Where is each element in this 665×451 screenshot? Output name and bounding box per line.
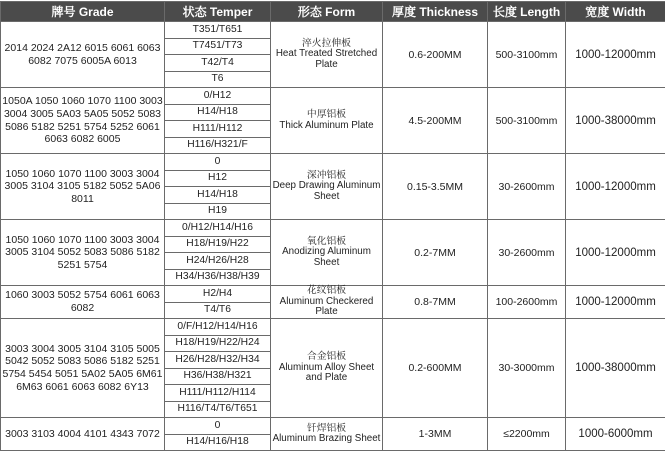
temper-cell: H14/H16/H18 xyxy=(165,434,271,451)
temper-cell: H2/H4 xyxy=(165,286,271,303)
temper-cell: 0/H12/H14/H16 xyxy=(165,220,271,237)
length-cell: 30-2600mm xyxy=(488,220,566,286)
temper-cell: T6 xyxy=(165,71,271,88)
form-cn: 氧化铝板 xyxy=(271,237,382,248)
form-en: Thick Aluminum Plate xyxy=(271,121,382,132)
form-cell xyxy=(271,22,383,88)
temper-cell: 0 xyxy=(165,418,271,435)
form-cell xyxy=(271,154,383,220)
temper-cell: H111/H112/H114 xyxy=(165,385,271,402)
grade-cell: 2014 2024 2A12 6015 6061 6063 6082 7075 6005A 6013 xyxy=(1,22,165,88)
form-cell xyxy=(271,88,383,154)
spec-table xyxy=(0,1,665,451)
temper-cell: H19 xyxy=(165,203,271,220)
temper-cell: H12 xyxy=(165,170,271,187)
grade-cell: 1050 1060 1070 1100 3003 3004 3005 3104 3105 5182 5052 5A06 8011 xyxy=(1,154,165,220)
thickness-cell: 1-3MM xyxy=(383,418,488,451)
grade-cell: 3003 3103 4004 4101 4343 7072 xyxy=(1,418,165,451)
temper-cell: T42/T4 xyxy=(165,55,271,72)
thickness-cell: 0.15-3.5MM xyxy=(383,154,488,220)
form-en: Deep Drawing Aluminum Sheet xyxy=(271,181,382,202)
form-cell xyxy=(271,286,383,319)
temper-cell: H34/H36/H38/H39 xyxy=(165,269,271,286)
header-row xyxy=(1,2,665,22)
form-cell xyxy=(271,220,383,286)
form-cn: 淬火拉伸板 xyxy=(271,39,382,50)
thickness-header: 厚度 Thickness xyxy=(383,2,488,22)
form-en: Anodizing Aluminum Sheet xyxy=(271,247,382,268)
length-cell: 500-3100mm xyxy=(488,22,566,88)
table-row xyxy=(1,319,665,336)
form-en: Aluminum Brazing Sheet xyxy=(271,434,382,445)
width-cell: 1000-12000mm xyxy=(566,154,665,220)
temper-cell: H24/H26/H28 xyxy=(165,253,271,270)
length-cell: 30-2600mm xyxy=(488,154,566,220)
thickness-cell: 4.5-200MM xyxy=(383,88,488,154)
temper-cell: T7451/T73 xyxy=(165,38,271,55)
temper-cell: H18/H19/H22 xyxy=(165,236,271,253)
table-row xyxy=(1,22,665,39)
temper-cell: H14/H18 xyxy=(165,104,271,121)
width-cell: 1000-12000mm xyxy=(566,22,665,88)
temper-cell: 0 xyxy=(165,154,271,171)
thickness-cell: 0.6-200MM xyxy=(383,22,488,88)
table-row xyxy=(1,286,665,303)
temper-cell: 0/H12 xyxy=(165,88,271,105)
length-header: 长度 Length xyxy=(488,2,566,22)
temper-cell: H18/H19/H22/H24 xyxy=(165,335,271,352)
form-cn: 中厚铝板 xyxy=(271,110,382,121)
temper-cell: H14/H18 xyxy=(165,187,271,204)
form-en: Aluminum Checkered Plate xyxy=(271,297,382,318)
grade-cell: 3003 3004 3005 3104 3105 5005 5042 5052 5083 5086 5182 5251 5754 5454 5051 5A02 5A05 6M61 6M63 6061 6063 6082 6Y13 xyxy=(1,319,165,418)
form-cn: 花纹铝板 xyxy=(271,286,382,297)
width-cell: 1000-38000mm xyxy=(566,88,665,154)
temper-header: 状态 Temper xyxy=(165,2,271,22)
form-en: Heat Treated Stretched Plate xyxy=(271,49,382,70)
temper-cell: H116/H321/F xyxy=(165,137,271,154)
width-cell: 1000-12000mm xyxy=(566,220,665,286)
table-row xyxy=(1,220,665,237)
width-cell: 1000-38000mm xyxy=(566,319,665,418)
width-cell: 1000-12000mm xyxy=(566,286,665,319)
length-cell: 500-3100mm xyxy=(488,88,566,154)
width-cell: 1000-6000mm xyxy=(566,418,665,451)
temper-cell: H111/H112 xyxy=(165,121,271,138)
grade-header: 牌号 Grade xyxy=(1,2,165,22)
form-header: 形态 Form xyxy=(271,2,383,22)
thickness-cell: 0.8-7MM xyxy=(383,286,488,319)
grade-cell: 1060 3003 5052 5754 6061 6063 6082 xyxy=(1,286,165,319)
thickness-cell: 0.2-7MM xyxy=(383,220,488,286)
temper-cell: T351/T651 xyxy=(165,22,271,39)
table-row xyxy=(1,418,665,435)
length-cell: ≤2200mm xyxy=(488,418,566,451)
length-cell: 30-3000mm xyxy=(488,319,566,418)
temper-cell: H116/T4/T6/T651 xyxy=(165,401,271,418)
form-cell xyxy=(271,418,383,451)
length-cell: 100-2600mm xyxy=(488,286,566,319)
form-cn: 钎焊铝板 xyxy=(271,424,382,435)
form-cn: 深冲铝板 xyxy=(271,171,382,182)
temper-cell: 0/F/H12/H14/H16 xyxy=(165,319,271,336)
thickness-cell: 0.2-600MM xyxy=(383,319,488,418)
form-en: Aluminum Alloy Sheet and Plate xyxy=(271,363,382,384)
table-row xyxy=(1,154,665,171)
temper-cell: H26/H28/H32/H34 xyxy=(165,352,271,369)
width-header: 宽度 Width xyxy=(566,2,665,22)
form-cn: 合金铝板 xyxy=(271,352,382,363)
table-row xyxy=(1,88,665,105)
grade-cell: 1050A 1050 1060 1070 1100 3003 3004 3005 5A03 5A05 5052 5083 5086 5182 5251 5754 5252 6061 6063 6082 6005 xyxy=(1,88,165,154)
temper-cell: T4/T6 xyxy=(165,302,271,319)
temper-cell: H36/H38/H321 xyxy=(165,368,271,385)
form-cell xyxy=(271,319,383,418)
grade-cell: 1050 1060 1070 1100 3003 3004 3005 3104 5052 5083 5086 5182 5251 5754 xyxy=(1,220,165,286)
